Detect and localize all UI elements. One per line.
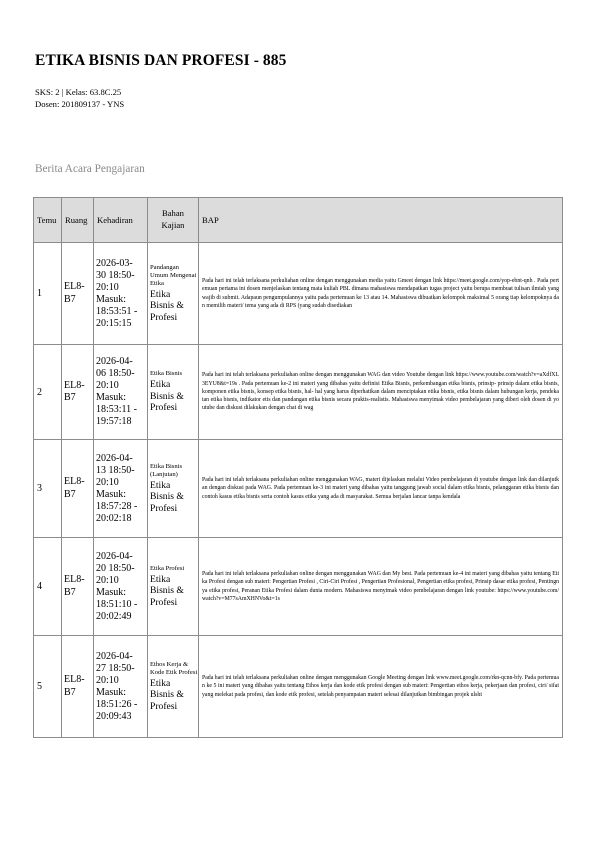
cell-kehadiran: 2026-04- 27 18:50- 20:10 Masuk: 18:51:26 - 20:09:43 [94,636,148,738]
table-row [34,440,563,538]
header-kehadiran: Kehadiran [94,198,148,243]
cell-kehadiran: 2026-04- 13 18:50- 20:10 Masuk: 18:57:28 - 20:02:18 [94,440,148,538]
table-row [34,538,563,636]
cell-temu: 4 [34,538,62,636]
table-row [34,636,563,738]
header-temu: Temu [34,198,62,243]
section-title: Berita Acara Pengajaran [35,163,145,175]
cell-bahan-kajian: Etika Profesi Etika Bisnis & Profesi [148,538,199,636]
cell-bahan-kajian: Ethos Kerja & Kode Etik Profesi Etika Bisnis & Profesi [148,636,199,738]
cell-bahan-kajian: Etika Bisnis (Lanjutan) Etika Bisnis & Profesi [148,440,199,538]
cell-bap: Pada hari ini telah terlaksana perkuliahan online menggunakan WAG, materi dijelaskan melalui Video pembelajaran di youtube dengan link dan dilanjutkan dengan diskusi pada WAG. Pada pertemuan ke-3 ini materi yang dibahas yaitu tanggung jawab social dalam etika bisnis, pelanggaran etika bisnis dan contoh kasus etika bisnis serta contoh kasus etika yang ada di masyarakat. Semua berjalan lancar tanpa kendala [199,440,563,538]
cell-ruang: EL8- B7 [62,440,94,538]
header-bap: BAP [199,198,563,243]
table-header-row [34,198,563,243]
header-ruang: Ruang [62,198,94,243]
table-row [34,243,563,345]
course-info: SKS: 2 | Kelas: 63.8C.25 [35,87,122,97]
header-bahan-kajian: Bahan Kajian [148,198,199,243]
cell-bahan-kajian: Etika Bisnis Etika Bisnis & Profesi [148,345,199,440]
cell-bap: Pada hari ini telah terlaksana perkuliahan online dengan menggunakan WAG dan My best. Pada pertemuan ke-4 ini materi yang dibahas yaitu tentang Etika Profesi dengan sub materi: Pengertian Profesi , Ciri-Ciri Profesi , Pengertian Profesional, Pengertian etika profesi, Prinsip dasar etika profesi, Pentingnya etika profesi, Peranan Etika Profesi dalam dunia modern. Mahasiswa menyimak video pembelajaran dengan link youtube: https://www.youtube.com/watch?v=M77sAmXHNVo&t=1s [199,538,563,636]
lecturer-info: Dosen: 201809137 - YNS [35,99,125,109]
cell-kehadiran: 2026-04- 06 18:50- 20:10 Masuk: 18:53:11 - 19:57:18 [94,345,148,440]
cell-kehadiran: 2026-04- 20 18:50- 20:10 Masuk: 18:51:10 - 20:02:49 [94,538,148,636]
cell-temu: 1 [34,243,62,345]
cell-ruang: EL8- B7 [62,538,94,636]
cell-ruang: EL8- B7 [62,636,94,738]
cell-bap: Pada hari ini telah terlaksana perkuliahan online dengan menggunakan media yaitu Gmeet dengan link https://meet.google.com/yop-ebnt-qnh . Pada pertemuan pertama ini dosen menjelaskan tentang mata kuliah PBL dimana mahasiswa mendapatkan tugas project yaitu berupa membuat tulisan ilmiah yang wajib di submit. Adapaun pengumpulannya yaitu pada pertemuan ke 13 atau 14. Mahasiswa dibuatkan kelompok maksimal 5 orang tiap kelompoknya dan memilih materi/ tema yang ada di RPS (yang sudah disediakan [199,243,563,345]
cell-kehadiran: 2026-03- 30 18:50- 20:10 Masuk: 18:53:51 - 20:15:15 [94,243,148,345]
course-title: ETIKA BISNIS DAN PROFESI - 885 [35,52,287,69]
table-row [34,345,563,440]
cell-bap: Pada hari ini telah terlaksana perkuliahan online dengan menggunakan Google Meeting dengan link www.meet.google.com/rkn-qcnn-bfy. Pada pertemuan ke 5 ini materi yang dibahas yaitu tentang Ethos kerja dan kode etik profesi dengan sub materi: Pengertian ethos kerja, pekerjaan dan profesi, ciri/ sifat yang melekat pada profesi, dan kode etik profesi, setelah penyampaian materi selesai dilanjutkan bimbingan projek ulsht [199,636,563,738]
cell-ruang: EL8- B7 [62,345,94,440]
cell-bahan-kajian: Pandangan Umum Mengenai Etika Etika Bisnis & Profesi [148,243,199,345]
cell-temu: 2 [34,345,62,440]
cell-bap: Pada hari ini telah terlaksana perkuliahan online dengan menggunakan WAG dan video Youtube dengan link https://www.youtube.com/watch?v=aXdfXL3EYU8&t=19s . Pada pertemuan ke-2 ini materi yang dibahas yaitu definisi Etika Bisnis, perkembangan etika bisnis, prinsip- prinsip dalam etika bisnis, komponen etika bisnis, konsep etika bisnis, hal- hal yang harus diperhatikan dalam menciptakan etika bisnis, etika bisnis dalam hubungan kerja, pendekatan etika bisnis, indikator etis dan pandangan etika bisnis secara praktis-realistis. Mahasiswa menyimak video pembelajaran yang diberi oleh dosen di youtube dan diskusi dilakukan dengan chat di wag [199,345,563,440]
bap-table [33,197,563,738]
cell-temu: 3 [34,440,62,538]
cell-temu: 5 [34,636,62,738]
cell-ruang: EL8- B7 [62,243,94,345]
